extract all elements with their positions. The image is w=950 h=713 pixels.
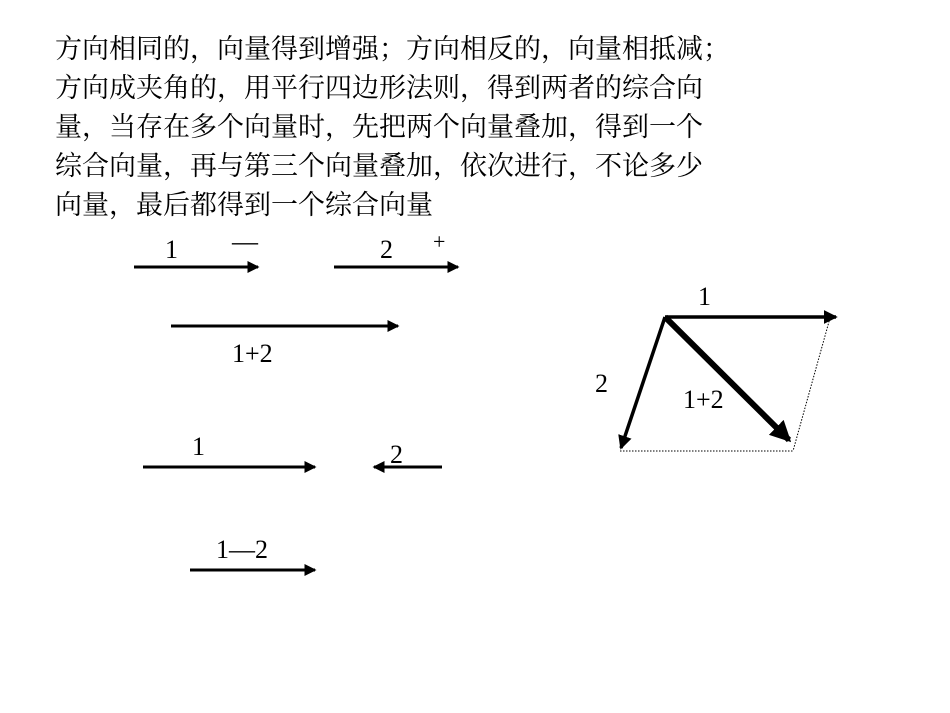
vector-2-label: 2	[390, 440, 403, 469]
same-direction-group	[134, 227, 458, 368]
difference-vector-label: 1—2	[216, 535, 268, 564]
text-line: 方向相同的，向量得到增强；方向相反的，向量相抵减；	[55, 34, 730, 65]
parallelogram-edge	[793, 318, 830, 451]
vector-2-label: 2	[595, 369, 608, 398]
parallelogram-group	[595, 282, 836, 451]
text-line: 向量，最后都得到一个综合向量	[55, 190, 433, 221]
text-line: 方向成夹角的，用平行四边形法则，得到两者的综合向	[55, 73, 703, 104]
vector-1-label: 1	[192, 432, 205, 461]
resultant-vector-label: 1+2	[683, 385, 724, 414]
vector-2-label: 2	[380, 235, 393, 264]
text-line: 综合向量，再与第三个向量叠加，依次进行，不论多少	[55, 151, 703, 182]
vector-1-label: 1	[698, 282, 711, 311]
opposite-direction-group	[143, 432, 442, 570]
text-line: 量，当存在多个向量时，先把两个向量叠加，得到一个	[55, 112, 703, 143]
resultant-vector-arrow	[665, 317, 789, 440]
minus-sign: —	[232, 227, 258, 256]
sum-vector-label: 1+2	[232, 339, 273, 368]
plus-sign: +	[433, 229, 446, 254]
vector-2-arrow	[621, 317, 665, 448]
vector-1-label: 1	[165, 235, 178, 264]
